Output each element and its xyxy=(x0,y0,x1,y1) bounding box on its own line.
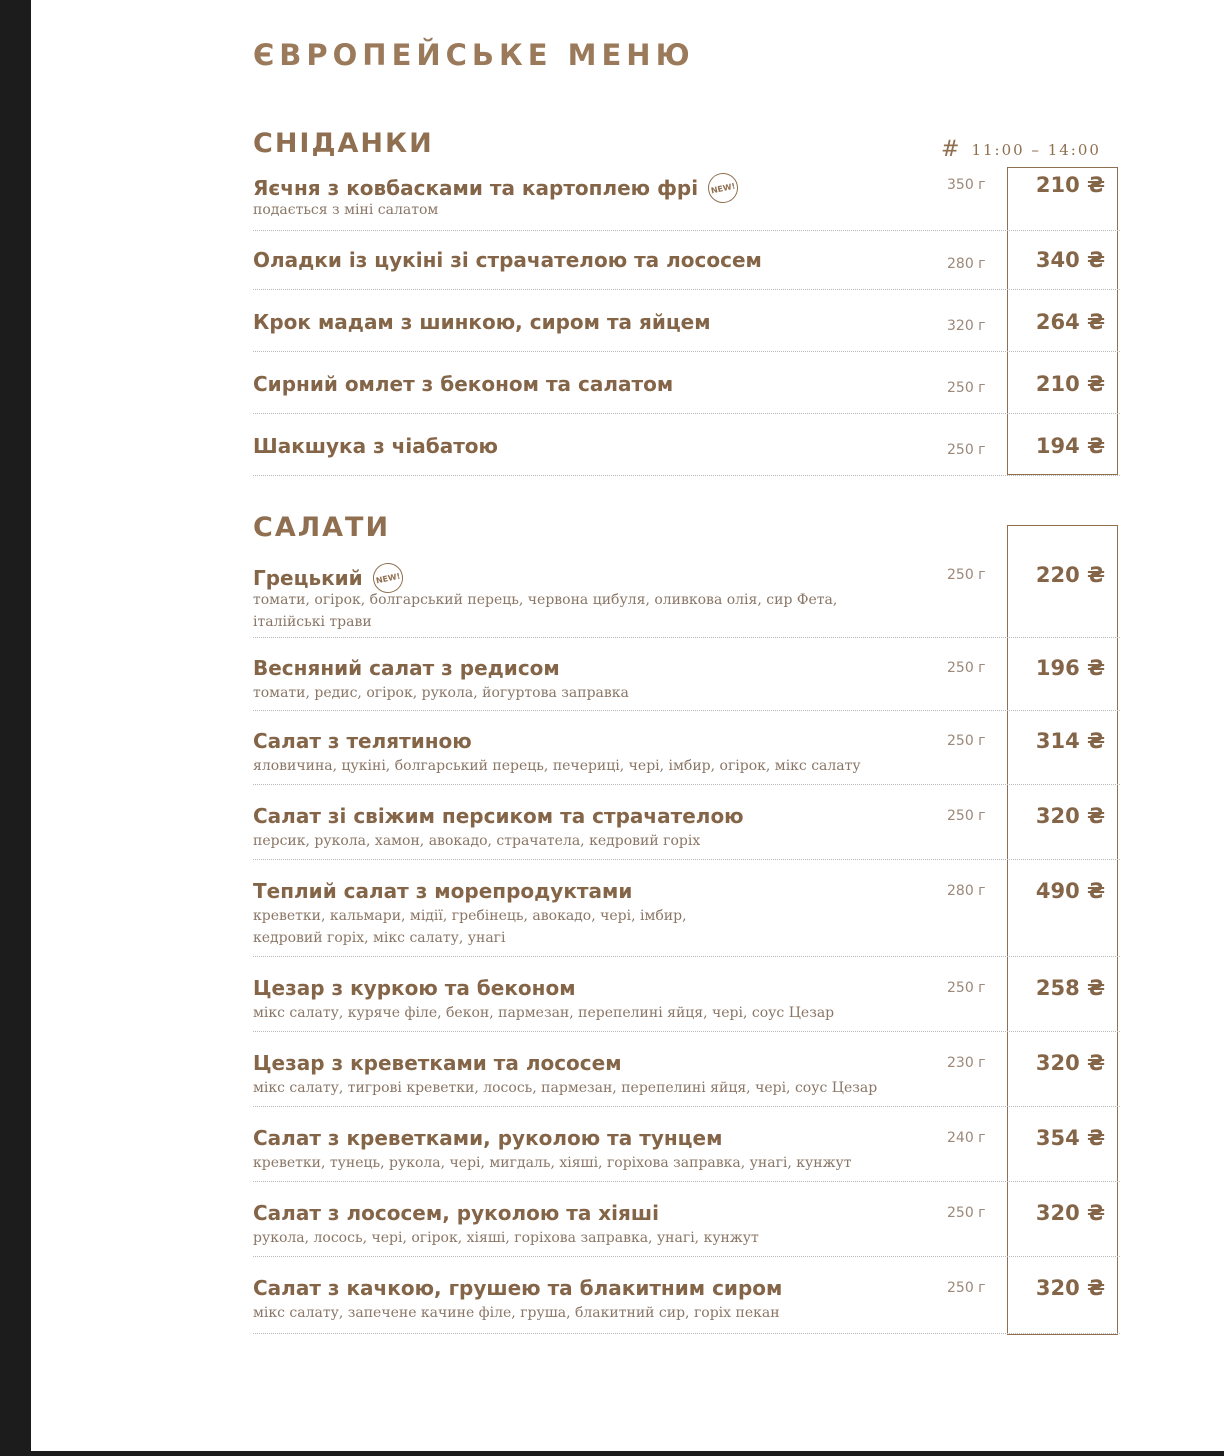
item-weight: 350 г xyxy=(947,177,986,193)
menu-item xyxy=(253,879,1120,957)
item-price: 490 ₴ xyxy=(1035,879,1106,903)
item-description: креветки, тунець, рукола, чері, мигдаль, хіяші, горіхова заправка, унагі, кунжут xyxy=(253,1155,852,1171)
menu-item xyxy=(253,310,1120,352)
divider xyxy=(253,475,1120,476)
item-name: Цезар з креветками та лососем xyxy=(253,1051,622,1075)
breakfast-hours-text: 11:00 – 14:00 xyxy=(971,140,1101,159)
item-name: Сирний омлет з беконом та салатом xyxy=(253,372,674,396)
section-title-breakfast: СНІДАНКИ xyxy=(253,128,434,159)
item-name: Оладки із цукіні зі страчателою та лососем xyxy=(253,248,762,272)
item-price: 354 ₴ xyxy=(1035,1126,1106,1150)
item-description: мікс салату, тигрові креветки, лосось, пармезан, перепелині яйця, чері, соус Цезар xyxy=(253,1080,878,1096)
item-price: 220 ₴ xyxy=(1035,563,1106,587)
menu-item xyxy=(253,372,1120,414)
divider xyxy=(253,1333,1120,1334)
divider xyxy=(253,956,1120,957)
item-price: 314 ₴ xyxy=(1035,729,1106,753)
new-badge-icon: NEW! xyxy=(370,560,406,596)
item-description: мікс салату, запечене качине філе, груша, блакитний сир, горіх пекан xyxy=(253,1305,780,1321)
section-title-salads: САЛАТИ xyxy=(253,512,391,543)
menu-item xyxy=(253,1126,1120,1182)
item-price: 194 ₴ xyxy=(1035,434,1106,458)
menu-title: ЄВРОПЕЙСЬКЕ МЕНЮ xyxy=(253,38,695,72)
divider xyxy=(253,1106,1120,1107)
divider xyxy=(253,784,1120,785)
divider xyxy=(253,710,1120,711)
menu-item xyxy=(253,434,1120,476)
item-name: Грецький NEW! xyxy=(253,563,403,593)
item-price: 320 ₴ xyxy=(1035,804,1106,828)
item-weight: 230 г xyxy=(947,1055,986,1071)
item-weight: 250 г xyxy=(947,1280,986,1296)
item-weight: 280 г xyxy=(947,256,986,272)
item-price: 196 ₴ xyxy=(1035,656,1106,680)
item-name: Крок мадам з шинкою, сиром та яйцем xyxy=(253,310,711,334)
menu-item xyxy=(253,563,1120,638)
menu-item xyxy=(253,976,1120,1032)
divider xyxy=(253,1031,1120,1032)
menu-item xyxy=(253,1051,1120,1107)
menu-item xyxy=(253,729,1120,785)
item-name: Весняний салат з редисом xyxy=(253,656,560,680)
item-price: 320 ₴ xyxy=(1035,1201,1106,1225)
item-name: Салат з качкою, грушею та блакитним сиром xyxy=(253,1276,783,1300)
menu-item xyxy=(253,1276,1120,1334)
item-name: Теплий салат з морепродуктами xyxy=(253,879,633,903)
item-weight: 250 г xyxy=(947,567,986,583)
item-price: 258 ₴ xyxy=(1035,976,1106,1000)
menu-item xyxy=(253,656,1120,711)
item-weight: 250 г xyxy=(947,660,986,676)
item-weight: 250 г xyxy=(947,380,986,396)
hash-icon: # xyxy=(941,137,962,162)
item-weight: 240 г xyxy=(947,1130,986,1146)
item-price: 210 ₴ xyxy=(1035,372,1106,396)
item-price: 340 ₴ xyxy=(1035,248,1106,272)
divider xyxy=(253,859,1120,860)
menu-item xyxy=(253,1201,1120,1257)
divider xyxy=(253,351,1120,352)
item-description: мікс салату, куряче філе, бекон, пармезан, перепелині яйця, чері, соус Цезар xyxy=(253,1005,835,1021)
item-description: томати, редис, огірок, рукола, йогуртова заправка xyxy=(253,685,629,701)
item-price: 210 ₴ xyxy=(1035,173,1106,197)
divider xyxy=(253,1181,1120,1182)
item-name: Яєчня з ковбасками та картоплею фрі NEW! xyxy=(253,173,738,203)
item-description: креветки, кальмари, мідії, гребінець, авокадо, чері, імбир, кедровий горіх, мікс салату, унагі xyxy=(253,908,687,946)
new-badge-icon: NEW! xyxy=(705,170,741,206)
breakfast-hours xyxy=(941,137,1101,162)
item-weight: 250 г xyxy=(947,808,986,824)
item-weight: 250 г xyxy=(947,733,986,749)
item-description: томати, огірок, болгарський перець, червона цибуля, оливкова олія, сир Фета, італійські трави xyxy=(253,592,838,630)
item-description: подається з міні салатом xyxy=(253,202,439,218)
menu-page xyxy=(31,0,1224,1451)
item-description: персик, рукола, хамон, авокадо, страчатела, кедровий горіх xyxy=(253,833,701,849)
item-name: Салат зі свіжим персиком та страчателою xyxy=(253,804,744,828)
menu-item xyxy=(253,804,1120,860)
item-name: Салат з лососем, руколою та хіяші xyxy=(253,1201,659,1225)
menu-item xyxy=(253,173,1120,231)
divider xyxy=(253,230,1120,231)
item-description: яловичина, цукіні, болгарський перець, печериці, чері, імбир, огірок, мікс салату xyxy=(253,758,861,774)
item-weight: 320 г xyxy=(947,318,986,334)
divider xyxy=(253,637,1120,638)
item-name: Цезар з куркою та беконом xyxy=(253,976,576,1000)
item-weight: 280 г xyxy=(947,883,986,899)
divider xyxy=(253,289,1120,290)
item-price: 320 ₴ xyxy=(1035,1051,1106,1075)
item-price: 264 ₴ xyxy=(1035,310,1106,334)
item-name: Салат з креветками, руколою та тунцем xyxy=(253,1126,723,1150)
divider xyxy=(253,1256,1120,1257)
item-name: Салат з телятиною xyxy=(253,729,472,753)
item-description: рукола, лосось, чері, огірок, хіяші, горіхова заправка, унагі, кунжут xyxy=(253,1230,759,1246)
item-weight: 250 г xyxy=(947,1205,986,1221)
menu-item xyxy=(253,248,1120,290)
divider xyxy=(253,413,1120,414)
item-weight: 250 г xyxy=(947,442,986,458)
item-name: Шакшука з чіабатою xyxy=(253,434,498,458)
item-price: 320 ₴ xyxy=(1035,1276,1106,1300)
item-weight: 250 г xyxy=(947,980,986,996)
